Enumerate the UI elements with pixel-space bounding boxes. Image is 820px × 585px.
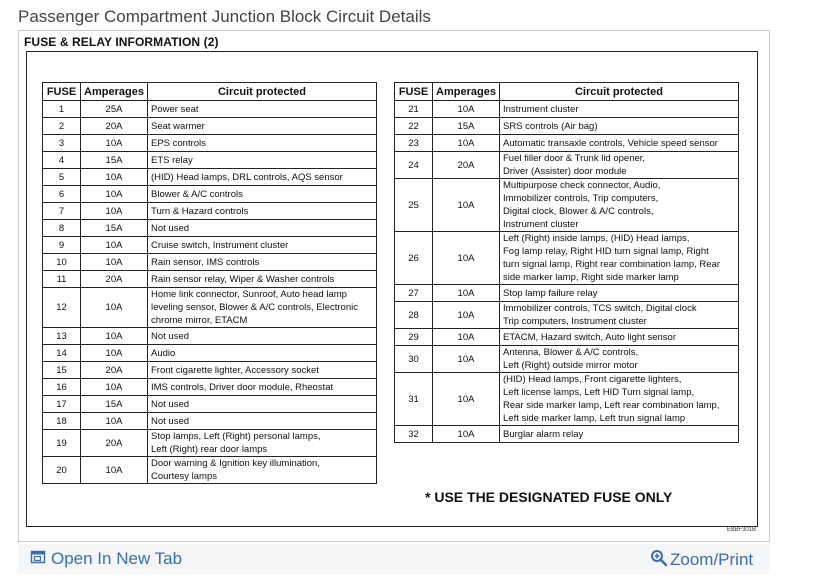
table-row	[43, 396, 377, 413]
zoom-print-link[interactable]	[650, 549, 753, 572]
fuse-amperage: 10A	[433, 373, 500, 426]
fuse-number: 5	[43, 169, 81, 186]
circuit-protected	[148, 430, 377, 457]
circuit-protected	[148, 152, 377, 169]
circuit-line: Rain sensor, IMS controls	[151, 256, 260, 268]
table-row	[43, 362, 377, 379]
table-row	[395, 302, 739, 329]
circuit-line: Rain sensor relay, Wiper & Washer controls	[151, 273, 335, 285]
circuit-line: Instrument cluster	[503, 219, 579, 230]
circuit-protected	[500, 329, 739, 346]
fuse-amperage: 10A	[433, 302, 500, 329]
circuit-protected	[148, 396, 377, 413]
fuse-amperage: 10A	[433, 426, 500, 443]
fuse-amperage: 10A	[81, 169, 148, 186]
fuse-number: 4	[43, 152, 81, 169]
circuit-line: Power seat	[151, 103, 199, 115]
fuse-amperage: 10A	[81, 457, 148, 484]
table-row	[43, 254, 377, 271]
table-row	[395, 118, 739, 135]
zoom-icon	[650, 549, 668, 572]
fuse-number: 20	[43, 457, 81, 484]
circuit-protected	[148, 186, 377, 203]
open-new-tab-icon	[30, 549, 46, 570]
circuit-line: (HID) Head lamps, Front cigarette lighters,	[503, 374, 682, 385]
fuse-column-header: FUSE	[395, 83, 433, 101]
table-row	[43, 328, 377, 345]
fuse-amperage: 10A	[81, 186, 148, 203]
circuit-protected	[148, 413, 377, 430]
circuit-protected	[500, 135, 739, 152]
table-row	[395, 329, 739, 346]
circuit-protected	[500, 302, 739, 329]
fuse-amperage: 10A	[433, 232, 500, 285]
fuse-amperage: 15A	[81, 152, 148, 169]
circuit-line: Home link connector, Sunroof, Auto head lamp	[151, 289, 347, 300]
fuse-table-right	[394, 82, 739, 443]
page-title: Passenger Compartment Junction Block Circuit Details	[18, 7, 431, 26]
table-row	[43, 430, 377, 457]
fuse-amperage: 10A	[433, 179, 500, 232]
amperages-column-header: Amperages	[81, 83, 148, 101]
circuit-line: Left (Right) inside lamps, (HID) Head lamps,	[503, 233, 690, 244]
circuit-line: Seat warmer	[151, 120, 205, 132]
circuit-line: Not used	[151, 222, 190, 234]
circuit-column-header: Circuit protected	[148, 83, 377, 101]
circuit-line: Automatic transaxle controls, Vehicle speed sensor	[503, 137, 718, 149]
diagram-code: E8BF301B	[727, 527, 757, 533]
table-row	[395, 179, 739, 232]
circuit-protected	[148, 118, 377, 135]
fuse-amperage: 10A	[81, 413, 148, 430]
circuit-line: SRS controls (Air bag)	[503, 120, 598, 132]
table-row	[43, 220, 377, 237]
fuse-number: 6	[43, 186, 81, 203]
fuse-number: 7	[43, 203, 81, 220]
table-row	[395, 135, 739, 152]
circuit-line: (HID) Head lamps, DRL controls, AQS sensor	[151, 171, 343, 183]
fuse-amperage: 10A	[81, 328, 148, 345]
circuit-line: Turn & Hazard controls	[151, 205, 249, 217]
fuse-number: 9	[43, 237, 81, 254]
fuse-number: 28	[395, 302, 433, 329]
fuse-amperage: 20A	[81, 362, 148, 379]
circuit-protected	[148, 362, 377, 379]
circuit-line: Fuel filler door & Trunk lid opener,	[503, 153, 646, 164]
circuit-line: Immobilizer controls, Trip computers,	[503, 193, 659, 204]
fuse-amperage: 10A	[81, 254, 148, 271]
circuit-line: Blower & A/C controls	[151, 188, 243, 200]
circuit-protected	[148, 169, 377, 186]
table-row	[43, 152, 377, 169]
circuit-line: Stop lamps, Left (Right) personal lamps,	[151, 431, 321, 442]
fuse-number: 14	[43, 345, 81, 362]
circuit-protected	[148, 328, 377, 345]
circuit-protected	[148, 237, 377, 254]
open-in-new-tab-link[interactable]	[30, 549, 182, 570]
table-row	[395, 346, 739, 373]
table-row	[43, 203, 377, 220]
table-row	[43, 135, 377, 152]
table-row	[43, 169, 377, 186]
circuit-protected	[148, 254, 377, 271]
circuit-line: turn signal lamp, Right rear combination lamp, Rear	[503, 259, 721, 270]
fuse-table-left	[42, 82, 377, 484]
fuse-number: 17	[43, 396, 81, 413]
fuse-number: 22	[395, 118, 433, 135]
circuit-protected	[148, 271, 377, 288]
circuit-protected	[148, 203, 377, 220]
fuse-number: 27	[395, 285, 433, 302]
fuse-number: 16	[43, 379, 81, 396]
table-row	[43, 237, 377, 254]
zoom-print-label: Zoom/Print	[670, 549, 754, 569]
fuse-number: 18	[43, 413, 81, 430]
circuit-line: ETACM, Hazard switch, Auto light sensor	[503, 331, 676, 343]
fuse-amperage: 10A	[81, 345, 148, 362]
fuse-amperage: 15A	[81, 220, 148, 237]
circuit-protected	[500, 232, 739, 285]
circuit-protected	[148, 457, 377, 484]
fuse-number: 10	[43, 254, 81, 271]
circuit-protected	[500, 346, 739, 373]
table-row	[395, 152, 739, 179]
circuit-protected	[148, 101, 377, 118]
fuse-number: 11	[43, 271, 81, 288]
fuse-number: 13	[43, 328, 81, 345]
circuit-protected	[148, 220, 377, 237]
fuse-amperage: 15A	[433, 118, 500, 135]
fuse-number: 3	[43, 135, 81, 152]
fuse-amperage: 20A	[433, 152, 500, 179]
circuit-line: Left license lamps, Left HID Turn signal lamp,	[503, 387, 695, 398]
fuse-amperage: 10A	[81, 135, 148, 152]
table-row	[43, 186, 377, 203]
circuit-line: Not used	[151, 398, 190, 410]
fuse-number: 31	[395, 373, 433, 426]
fuse-number: 29	[395, 329, 433, 346]
circuit-line: Digital clock, Blower & A/C controls,	[503, 206, 654, 217]
fuse-amperage: 10A	[433, 101, 500, 118]
fuse-amperage: 10A	[81, 379, 148, 396]
fuse-amperage: 10A	[81, 237, 148, 254]
fuse-amperage: 10A	[433, 135, 500, 152]
circuit-line: Not used	[151, 330, 190, 342]
fuse-number: 21	[395, 101, 433, 118]
circuit-line: Antenna, Blower & A/C controls,	[503, 347, 639, 358]
fuse-number: 19	[43, 430, 81, 457]
table-row	[395, 373, 739, 426]
table-row	[43, 101, 377, 118]
circuit-line: Immobilizer controls, TCS switch, Digital clock	[503, 303, 697, 314]
fuse-number: 2	[43, 118, 81, 135]
circuit-line: Instrument cluster	[503, 103, 579, 115]
fuse-number: 15	[43, 362, 81, 379]
fuse-number: 1	[43, 101, 81, 118]
circuit-line: Multipurpose check connector, Audio,	[503, 180, 661, 191]
amperages-column-header: Amperages	[433, 83, 500, 101]
fuse-amperage: 10A	[81, 288, 148, 328]
circuit-protected	[500, 373, 739, 426]
circuit-protected	[148, 345, 377, 362]
circuit-line: Left side marker lamp, Left trun signal lamp	[503, 413, 686, 424]
fuse-amperage: 20A	[81, 271, 148, 288]
circuit-line: side marker lamp, Right side marker lamp	[503, 272, 679, 283]
table-row	[43, 345, 377, 362]
fuse-number: 12	[43, 288, 81, 328]
table-row	[395, 232, 739, 285]
table-row	[43, 457, 377, 484]
fuse-amperage: 20A	[81, 118, 148, 135]
circuit-line: Front cigarette lighter, Accessory socket	[151, 364, 319, 376]
circuit-line: Audio	[151, 347, 176, 359]
table-row	[395, 101, 739, 118]
fuse-column-header: FUSE	[43, 83, 81, 101]
circuit-line: Left (Right) rear door lamps	[151, 444, 268, 455]
circuit-protected	[148, 135, 377, 152]
fuse-number: 24	[395, 152, 433, 179]
circuit-protected	[500, 426, 739, 443]
table-row	[43, 118, 377, 135]
fuse-amperage: 10A	[433, 346, 500, 373]
circuit-line: Stop lamp failure relay	[503, 287, 598, 299]
fuse-amperage: 10A	[433, 285, 500, 302]
designated-fuse-note: * USE THE DESIGNATED FUSE ONLY	[425, 489, 673, 505]
circuit-column-header: Circuit protected	[500, 83, 739, 101]
fuse-amperage: 20A	[81, 430, 148, 457]
open-in-new-tab-label: Open In New Tab	[51, 549, 183, 568]
table-header-row	[395, 83, 739, 101]
circuit-protected	[500, 101, 739, 118]
circuit-line: chrome mirror, ETACM	[151, 315, 248, 326]
circuit-protected	[148, 288, 377, 328]
circuit-line: Not used	[151, 415, 190, 427]
circuit-protected	[500, 118, 739, 135]
circuit-line: Cruise switch, Instrument cluster	[151, 239, 289, 251]
fuse-amperage: 10A	[81, 203, 148, 220]
circuit-protected	[500, 179, 739, 232]
table-row	[395, 285, 739, 302]
circuit-protected	[500, 152, 739, 179]
diagram-heading: FUSE & RELAY INFORMATION (2)	[24, 35, 219, 49]
fuse-amperage: 10A	[433, 329, 500, 346]
circuit-line: leveling sensor, Blower & A/C controls, Electronic	[151, 302, 358, 313]
circuit-line: IMS controls, Driver door module, Rheostat	[151, 381, 334, 393]
circuit-line: Driver (Assister) door module	[503, 166, 627, 177]
circuit-line: Fog lamp relay, Right HID turn signal lamp, Right	[503, 246, 709, 257]
table-row	[43, 288, 377, 328]
fuse-number: 23	[395, 135, 433, 152]
circuit-protected	[148, 379, 377, 396]
circuit-line: Door warning & Ignition key illumination,	[151, 458, 320, 469]
fuse-number: 30	[395, 346, 433, 373]
fuse-number: 8	[43, 220, 81, 237]
circuit-line: EPS controls	[151, 137, 206, 149]
fuse-number: 32	[395, 426, 433, 443]
fuse-number: 25	[395, 179, 433, 232]
circuit-line: ETS relay	[151, 154, 193, 166]
table-row	[395, 426, 739, 443]
circuit-protected	[500, 285, 739, 302]
table-row	[43, 413, 377, 430]
fuse-number: 26	[395, 232, 433, 285]
table-row	[43, 271, 377, 288]
circuit-line: Left (Right) outside mirror motor	[503, 360, 638, 371]
fuse-amperage: 25A	[81, 101, 148, 118]
table-header-row	[43, 83, 377, 101]
fuse-amperage: 15A	[81, 396, 148, 413]
circuit-line: Burglar alarm relay	[503, 428, 584, 440]
circuit-line: Trip computers, Instrument cluster	[503, 316, 647, 327]
circuit-line: Courtesy lamps	[151, 471, 217, 482]
circuit-line: Rear side marker lamp, Left rear combination lamp,	[503, 400, 720, 411]
table-row	[43, 379, 377, 396]
